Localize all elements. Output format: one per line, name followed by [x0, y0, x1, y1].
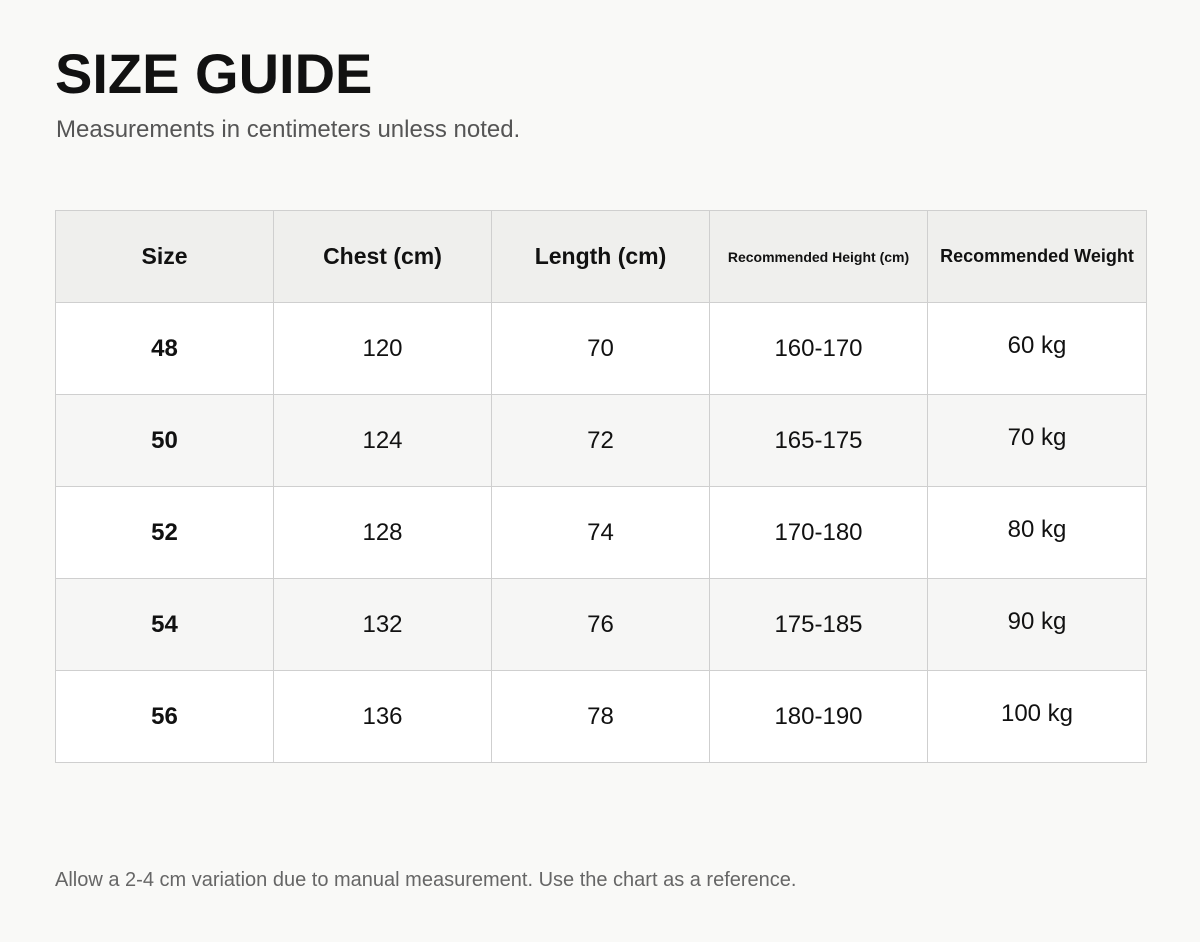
size-cell: 56 [56, 671, 274, 763]
size-cell: 52 [56, 487, 274, 579]
weight-cell [928, 579, 1147, 671]
weight-value: 100 kg [1000, 699, 1074, 727]
column-header-size: Size [56, 211, 274, 303]
weight-cell [928, 487, 1147, 579]
height-cell: 170-180 [710, 487, 928, 579]
height-cell: 180-190 [710, 671, 928, 763]
table-row [56, 487, 1147, 579]
size-table [55, 210, 1147, 763]
page-title: SIZE GUIDE [55, 42, 373, 105]
size-cell: 54 [56, 579, 274, 671]
table-row [56, 579, 1147, 671]
footnote: Allow a 2-4 cm variation due to manual measurement. Use the chart as a reference. [55, 869, 797, 891]
chest-cell: 120 [274, 303, 492, 395]
length-cell: 76 [492, 579, 710, 671]
table-row [56, 395, 1147, 487]
weight-value: 90 kg [1007, 607, 1067, 635]
length-cell: 72 [492, 395, 710, 487]
weight-value: 60 kg [1007, 331, 1067, 359]
length-cell: 74 [492, 487, 710, 579]
column-header-recommended-height: Recommended Height (cm) [710, 211, 928, 303]
weight-value: 70 kg [1007, 423, 1067, 451]
table-row [56, 303, 1147, 395]
table-header-row [56, 211, 1147, 303]
chest-cell: 132 [274, 579, 492, 671]
page-subtitle: Measurements in centimeters unless noted. [56, 116, 521, 143]
weight-cell [928, 671, 1147, 763]
weight-value: 80 kg [1007, 515, 1067, 543]
size-cell: 50 [56, 395, 274, 487]
weight-cell [928, 395, 1147, 487]
column-header-recommended-weight: Recommended Weight [928, 211, 1147, 303]
table-row [56, 671, 1147, 763]
chest-cell: 124 [274, 395, 492, 487]
column-header-length: Length (cm) [492, 211, 710, 303]
size-cell: 48 [56, 303, 274, 395]
height-cell: 160-170 [710, 303, 928, 395]
chest-cell: 136 [274, 671, 492, 763]
length-cell: 78 [492, 671, 710, 763]
column-header-chest: Chest (cm) [274, 211, 492, 303]
height-cell: 165-175 [710, 395, 928, 487]
chest-cell: 128 [274, 487, 492, 579]
weight-cell [928, 303, 1147, 395]
height-cell: 175-185 [710, 579, 928, 671]
length-cell: 70 [492, 303, 710, 395]
